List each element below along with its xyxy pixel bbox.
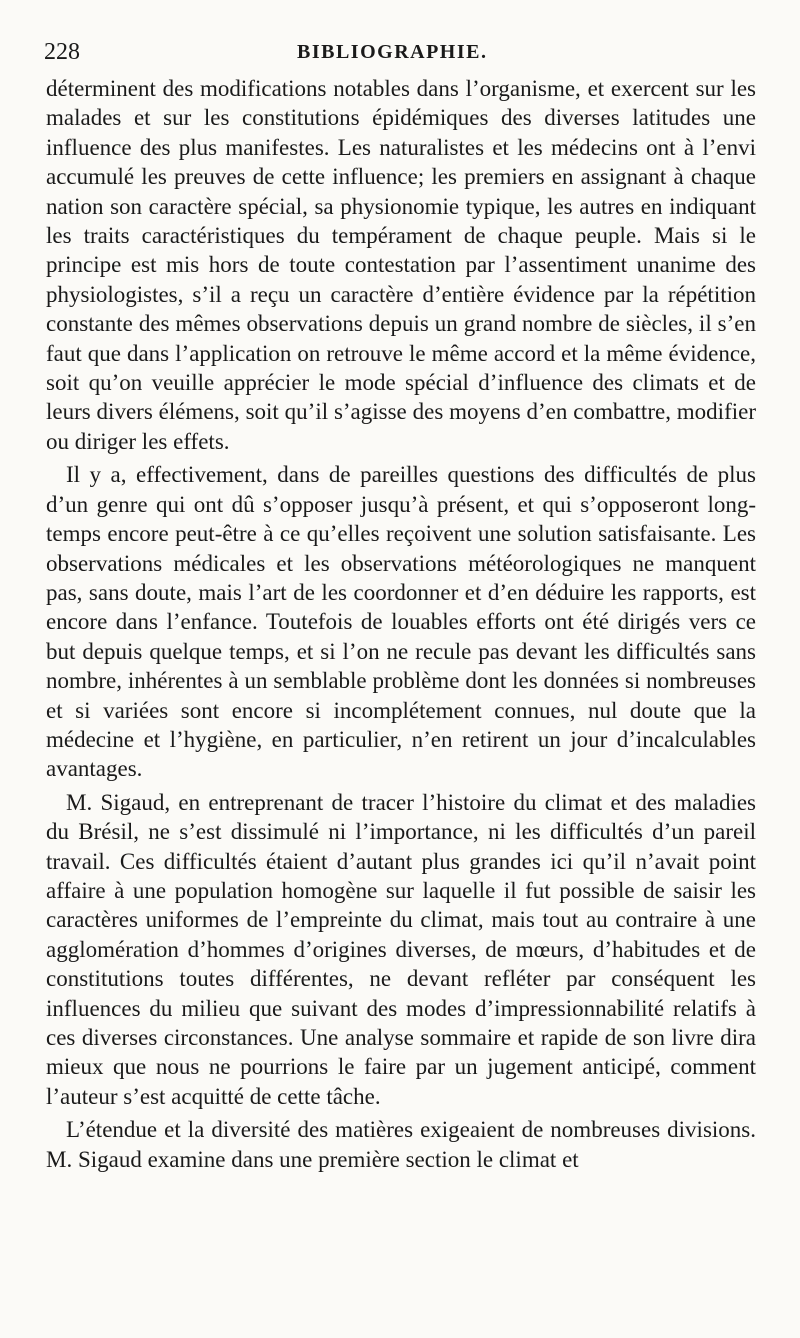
paragraph: L’étendue et la diversité des matières exigeaient de nombreuses divisions. M. Sigaud examine dans une première section le climat et	[46, 1117, 756, 1172]
page-number: 228	[44, 39, 80, 65]
paragraph: M. Sigaud, en entreprenant de tracer l’histoire du climat et des maladies du Brésil, ne s’est dissimulé ni l’importance, ni les difficultés d’un pareil travail. Ces difficultés étaient d’autant plus grandes ici qu’il n’avait point affaire à une population homogène sur laquelle il fut possible de saisir les caractères uniformes de l’empreinte du climat, mais tout au contraire à une agglomération d’hommes d’origines diverses, de mœurs, d’habitudes et de constitutions toutes différentes, ne devant refléter par conséquent les influences du milieu que suivant des modes d’impressionnabilité relatifs à ces diverses circonstances. Une analyse sommaire et rapide de son livre dira mieux que nous ne pourrions le faire par un jugement anticipé, comment l’auteur s’est acquitté de cette tâche.	[46, 789, 756, 1109]
page-header	[44, 34, 760, 70]
running-head: BIBLIOGRAPHIE.	[297, 41, 488, 63]
body-text	[46, 74, 756, 1174]
paragraph-continued: déterminent des modifications notables dans l’organisme, et exercent sur les malades et sur les constitutions épidémiques des diverses latitudes une influence des plus manifestes. Les naturalistes et les médecins ont à l’envi accumulé les preuves de cette influence; les premiers en assignant à chaque nation son caractère spécial, sa physionomie typique, les autres en indiquant les traits caractéristiques du tempérament de chaque peuple. Mais si le principe est mis hors de toute contestation par l’assentiment unanime des physiologistes, s’il a reçu un caractère d’entière évidence par la répétition constante des mêmes observations depuis un grand nombre de siècles, il s’en faut que dans l’application on retrouve le même accord et la même évidence, soit qu’on veuille apprécier le mode spécial d’influence des climats et de leurs divers élémens, soit qu’il s’agisse des moyens d’en combattre, modifier ou diriger les effets.	[46, 76, 756, 454]
paragraph: Il y a, effectivement, dans de pareilles questions des difficultés de plus d’un genre qui ont dû s’opposer jusqu’à présent, et qui s’opposeront long-temps encore peut-être à ce qu’elles reçoivent une solution satisfaisante. Les observations médicales et les observations météorologiques ne manquent pas, sans doute, mais l’art de les coordonner et d’en déduire les rapports, est encore dans l’enfance. Toutefois de louables efforts ont été dirigés vers ce but depuis quelque temps, et si l’on ne recule pas devant les difficultés sans nombre, inhérentes à un semblable problème dont les données si nombreuses et si variées sont encore si incomplétement connues, nul doute que la médecine et l’hygiène, en particulier, n’en retirent un jour d’incalculables avantages.	[46, 462, 756, 782]
